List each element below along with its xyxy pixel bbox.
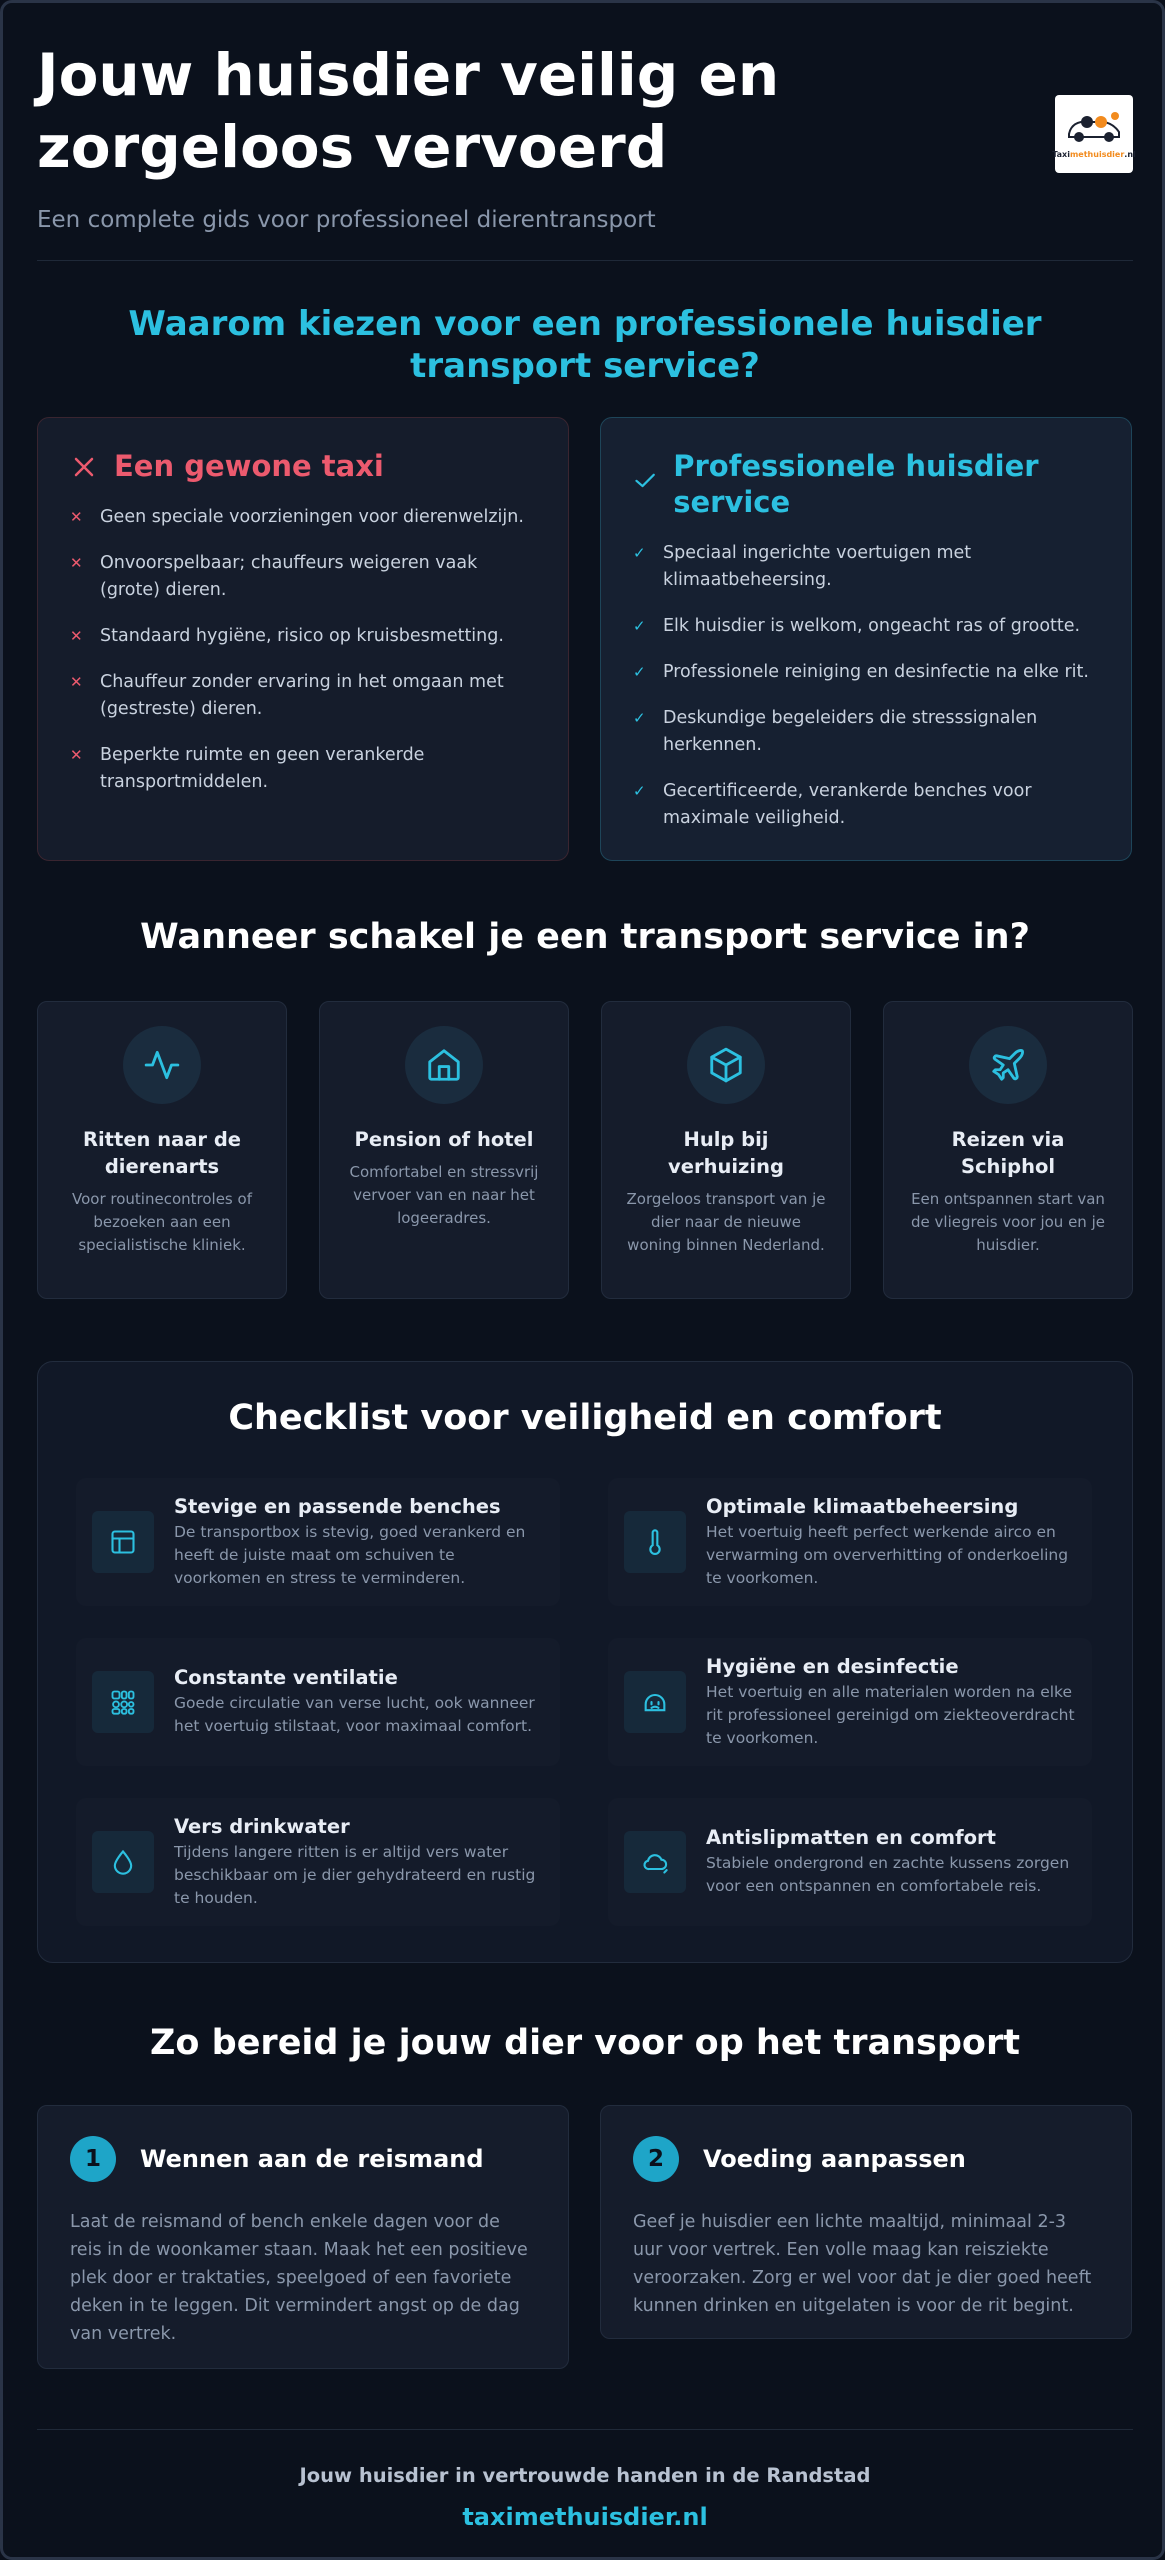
list-item: ✕ Standaard hygiëne, risico op kruisbesmetting. xyxy=(70,626,504,646)
checklist-item: Optimale klimaatbeheersing Het voertuig heeft perfect werkende airco en verwarming om oververhitting of onderkoeling te voorkomen. xyxy=(608,1478,1092,1606)
when-title: Wanneer schakel je een transport service in? xyxy=(140,917,1030,957)
page-footer xyxy=(37,2429,1133,2531)
list-item: ✕ Beperkte ruimte en geen verankerde transportmiddelen. xyxy=(70,745,425,792)
water-drop-icon xyxy=(109,1848,137,1876)
list-item: ✓ Deskundige begeleiders die stresssignalen herkennen. xyxy=(633,708,1038,755)
home-icon xyxy=(425,1046,463,1084)
box-icon xyxy=(707,1046,745,1084)
footer-tagline: Jouw huisdier in vertrouwde handen in de Randstad xyxy=(299,2464,871,2487)
list-item: ✕ Onvoorspelbaar; chauffeurs weigeren vaak (grote) dieren. xyxy=(70,553,478,600)
footer-url-link[interactable]: taximethuisdier.nl xyxy=(462,2503,708,2531)
page-title: Jouw huisdier veilig en zorgeloos vervoerd xyxy=(37,41,780,181)
crate-icon xyxy=(109,1528,137,1556)
checklist-panel xyxy=(37,1361,1133,1963)
prepare-title: Zo bereid je jouw dier voor op het transport xyxy=(150,2023,1020,2063)
step-number: 1 xyxy=(70,2136,116,2182)
step-number: 2 xyxy=(633,2136,679,2182)
step-title: Wennen aan de reismand xyxy=(140,2145,484,2173)
checklist-item: Vers drinkwater Tijdens langere ritten is er altijd vers water beschikbaar om je dier gehydrateerd en rustig te houden. xyxy=(76,1798,560,1926)
checklist-item: Stevige en passende benches De transportbox is stevig, goed verankerd en heeft de juiste maat om schuiven te voorkomen en stress te verminderen. xyxy=(76,1478,560,1606)
pet-taxi-logo-icon xyxy=(1063,110,1125,144)
list-item: ✓ Speciaal ingerichte voertuigen met klimaatbeheersing. xyxy=(633,543,972,590)
list-item: ✕ Geen speciale voorzieningen voor dierenwelzijn. xyxy=(70,507,524,527)
brand-logo xyxy=(1052,95,1136,173)
regular-taxi-heading: Een gewone taxi xyxy=(114,449,384,483)
list-item: ✓ Elk huisdier is welkom, ongeacht ras of grootte. xyxy=(633,616,1081,636)
pulse-icon xyxy=(143,1046,181,1084)
prepare-step-1 xyxy=(37,2105,569,2369)
thermometer-icon xyxy=(641,1528,669,1556)
page-header xyxy=(37,39,1136,261)
use-case-card-airport: Reizen via Schiphol Een ontspannen start van de vliegreis voor jou en je huisdier. xyxy=(883,1001,1133,1299)
comparison-professional-service xyxy=(600,417,1132,861)
use-case-cards xyxy=(37,1001,1133,1299)
cross-icon xyxy=(70,453,98,481)
checklist-item: Hygiëne en desinfectie Het voertuig en alle materialen worden na elke rit professioneel gereinigd om ziekteoverdracht te voorkomen. xyxy=(608,1638,1092,1766)
use-case-card-hotel: Pension of hotel Comfortabel en stressvrij vervoer van en naar het logeeradres. xyxy=(319,1001,569,1299)
checklist-item: Constante ventilatie Goede circulatie van verse lucht, ook wanneer het voertuig stilstaat, voor maximaal comfort. xyxy=(76,1638,560,1766)
list-item: ✕ Chauffeur zonder ervaring in het omgaan met (gestreste) dieren. xyxy=(70,672,504,719)
comparison-regular-taxi xyxy=(37,417,569,861)
use-case-card-vet: Ritten naar de dierenarts Voor routinecontroles of bezoeken aan een specialistische kliniek. xyxy=(37,1001,287,1299)
logo-text: Taximethuisdier.nl xyxy=(1052,149,1136,159)
cloud-icon xyxy=(641,1848,669,1876)
ventilation-icon xyxy=(109,1688,137,1716)
page-subtitle: Een complete gids voor professioneel dierentransport xyxy=(37,207,656,233)
checklist-title: Checklist voor veiligheid en comfort xyxy=(228,1398,942,1438)
check-icon xyxy=(633,466,657,494)
professional-service-heading: Professionele huisdier service xyxy=(673,449,1039,519)
step-description: Geef je huisdier een lichte maaltijd, minimaal 2-3 uur voor vertrek. Een volle maag kan reisziekte veroorzaken. Zorg er wel voor dat je dier goed heeft kunnen drinken en uitgelaten is voor de rit begint. xyxy=(633,2212,1092,2316)
prepare-step-2 xyxy=(600,2105,1132,2339)
hygiene-icon xyxy=(641,1688,669,1716)
step-title: Voeding aanpassen xyxy=(703,2145,966,2173)
list-item: ✓ Gecertificeerde, verankerde benches voor maximale veiligheid. xyxy=(633,781,1032,828)
list-item: ✓ Professionele reiniging en desinfectie na elke rit. xyxy=(633,662,1089,682)
step-description: Laat de reismand of bench enkele dagen voor de reis in de woonkamer staan. Maak het een positieve plek door er traktaties, speelgoed of een favoriete deken in te leggen. Dit vermindert angst op de dag van vertrek. xyxy=(70,2212,528,2344)
checklist-item: Antislipmatten en comfort Stabiele ondergrond en zachte kussens zorgen voor een ontspannen en comfortabele reis. xyxy=(608,1798,1092,1926)
why-title: Waarom kiezen voor een professionele huisdier transport service? xyxy=(128,304,1042,386)
use-case-card-moving: Hulp bij verhuizing Zorgeloos transport van je dier naar de nieuwe woning binnen Nederland. xyxy=(601,1001,851,1299)
plane-icon xyxy=(989,1046,1027,1084)
